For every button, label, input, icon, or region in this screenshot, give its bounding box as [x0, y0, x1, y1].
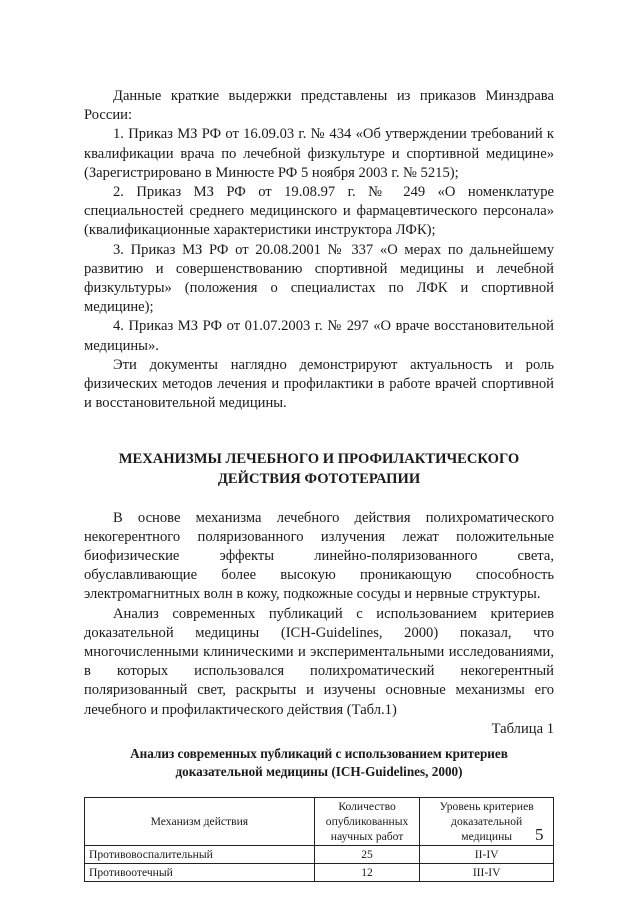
header-count: Количество опубликованных научных работ	[314, 798, 420, 846]
cell-mechanism: Противовоспалительный	[85, 846, 315, 864]
page-number: 5	[535, 825, 544, 844]
order-item-1: 1. Приказ МЗ РФ от 16.09.03 г. № 434 «Об утверждении требований к квалификации врача по лечебной физкультуре и спортивной медицине» (Зарегистрировано в Минюсте РФ 5 ноября 2003 г. № 5215);	[84, 126, 554, 181]
header-mechanism: Механизм действия	[85, 798, 315, 846]
order-item-3: 3. Приказ МЗ РФ от 20.08.2001 № 337 «О мерах по дальнейшему развитию и совершенствованию спортивной медицины и лечебной физкультуры» (положения о специалистах по ЛФК и спортивной медицине);	[84, 241, 554, 316]
summary-paragraph: Эти документы наглядно демонстрируют актуальность и роль физических методов лечения и профилактики в работе врачей спортивной и восстановительной медицины.	[84, 356, 554, 412]
cell-count: 25	[314, 846, 420, 864]
body-paragraph-2: Анализ современных публикаций с использованием критериев доказательной медицины (ICH-Guidelines, 2000) показал, что многочисленными клиническими и экспериментальными исследованиями, в которых использовался полихроматический некогерентный поляризованный свет, раскрыты и изучены основные механизмы его лечебного и профилактического действия (Табл.1)	[84, 605, 554, 718]
page-content	[84, 87, 554, 882]
section-heading: МЕХАНИЗМЫ ЛЕЧЕБНОГО И ПРОФИЛАКТИЧЕСКОГО ДЕЙСТВИЯ ФОТОТЕРАПИИ	[118, 451, 520, 488]
cell-mechanism: Противоотечный	[85, 864, 315, 882]
table-label: Таблица 1	[491, 720, 554, 737]
table-header-row	[85, 798, 554, 846]
order-item-2: 2. Приказ МЗ РФ от 19.08.97 г. № 249 «О номенклатуре специальностей среднего медицинского и фармацевтического персонала» (квалификационные характеристики инструктора ЛФК);	[84, 184, 554, 239]
cell-level: III-IV	[420, 864, 554, 882]
mechanisms-table	[84, 797, 554, 882]
cell-count: 12	[314, 864, 420, 882]
table-row	[85, 846, 554, 864]
intro-paragraph: Данные краткие выдержки представлены из приказов Минздрава России:	[84, 88, 554, 124]
order-item-4: 4. Приказ МЗ РФ от 01.07.2003 г. № 297 «О враче восстановительной медицины».	[84, 318, 554, 354]
header-level: Уровень критериев доказательной медицины	[420, 798, 554, 846]
cell-level: II-IV	[420, 846, 554, 864]
table-caption: Анализ современных публикаций с использованием критериев доказательной медицины (ICH-Guidelines, 2000)	[130, 746, 508, 779]
body-paragraph-1: В основе механизма лечебного действия полихроматического некогерентного поляризованного излучения лежат положительные биофизические эффекты линейно-поляризованного света, обуславливающие более высокую проникающую способность электромагнитных волн в кожу, подкожные сосуды и нервные структуры.	[84, 509, 554, 603]
table-row	[85, 864, 554, 882]
